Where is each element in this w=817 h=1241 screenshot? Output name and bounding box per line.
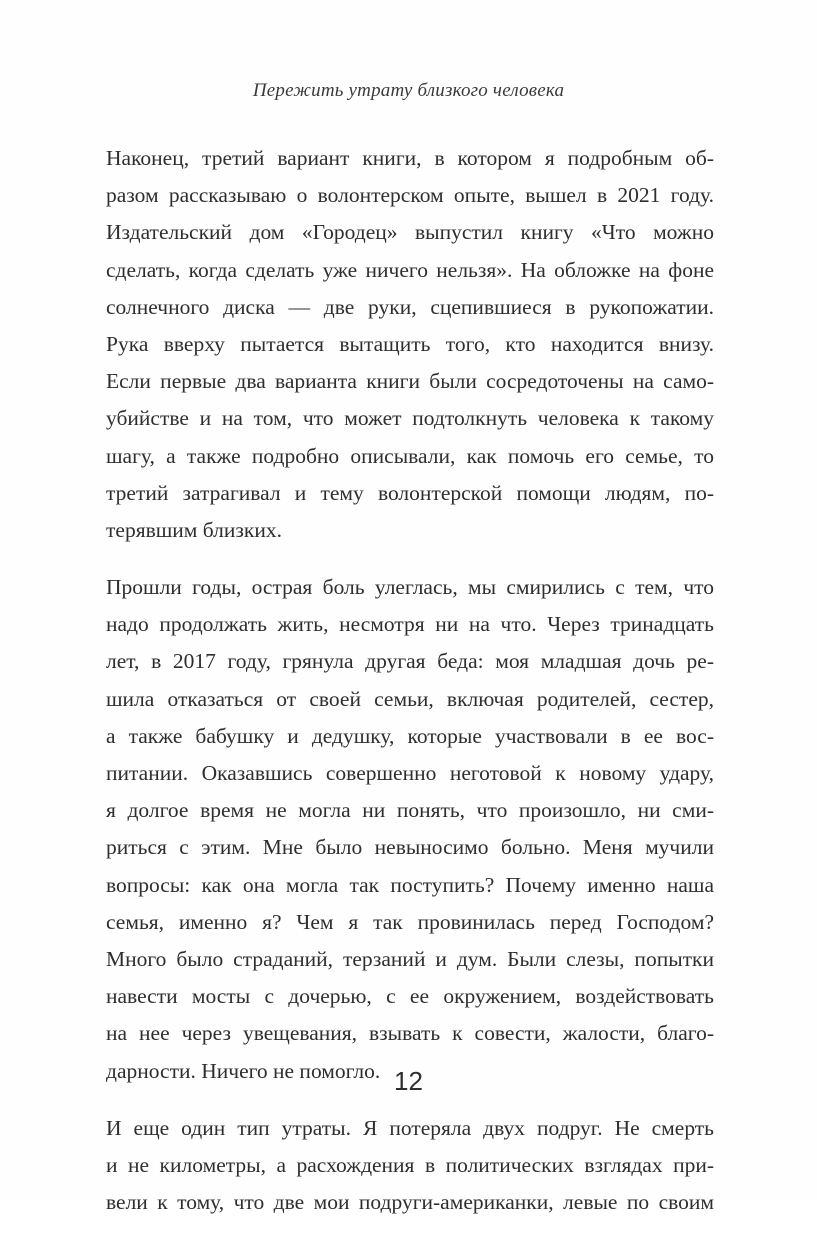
paragraph-1 [106,140,714,549]
text-line: и не километры, а расхождения в политических взглядах при- [106,1152,714,1177]
text-line: питании. Оказавшись совершенно неготовой к новому удару, [106,761,714,785]
text-line: а также бабушку и дедушку, которые участвовали в ее вос- [106,723,714,748]
text-line: на нее через увещевания, взывать к совести, жалости, благо- [106,1021,714,1046]
text-line: разом рассказываю о волонтерском опыте, вышел в 2021 году. [106,183,714,208]
text-line: Наконец, третий вариант книги, в котором я подробным об- [106,146,714,170]
text-line: вели к тому, что две мои подруги-американки, левые по своим [106,1190,714,1215]
text-line: надо продолжать жить, несмотря ни на что. Через тринадцать [106,612,714,637]
text-line: солнечного диска — две руки, сцепившиеся в рукопожатии. [106,294,714,319]
paragraph-3 [106,1110,714,1222]
text-line: вопросы: как она могла так поступить? Почему именно наша [106,872,714,897]
text-line: Прошли годы, острая боль улеглась, мы смирились с тем, что [106,575,714,600]
text-line: Рука вверху пытается вытащить того, кто находится внизу. [106,331,714,356]
text-line: шила отказаться от своей семьи, включая родителей, сестер, [106,686,714,711]
text-line: навести мосты с дочерью, с ее окружением, воздействовать [106,984,714,1009]
text-line: терявшим близких. [106,517,282,542]
text-line: Если первые два варианта книги были сосредоточены на само- [106,369,714,394]
text-line: Много было страданий, терзаний и дум. Были слезы, попытки [106,946,714,971]
text-line: И еще один тип утраты. Я потеряла двух подруг. Не смерть [106,1115,714,1140]
page-number: 12 [394,1066,423,1096]
text-line: убийстве и на том, что может подтолкнуть человека к такому [106,406,714,431]
running-head: Пережить утрату близкого человека [252,80,565,101]
text-line: семья, именно я? Чем я так провинилась перед Господом? [106,909,714,934]
text-line: шагу, а также подробно описывали, как помочь его семье, то [106,443,714,468]
paragraph-2 [106,569,714,1090]
text-line: третий затрагивал и тему волонтерской помощи людям, по- [106,480,714,505]
text-line: я долгое время не могла ни понять, что произошло, ни сми- [106,798,714,823]
text-line: риться с этим. Мне было невыносимо больно. Меня мучили [106,835,714,860]
text-line: Издательский дом «Городец» выпустил книгу «Что можно [106,220,714,245]
text-line: лет, в 2017 году, грянула другая беда: моя младшая дочь ре- [106,649,714,674]
text-line: сделать, когда сделать уже ничего нельзя». На обложке на фоне [106,257,714,282]
text-line: дарности. Ничего не помогло. [106,1058,381,1083]
